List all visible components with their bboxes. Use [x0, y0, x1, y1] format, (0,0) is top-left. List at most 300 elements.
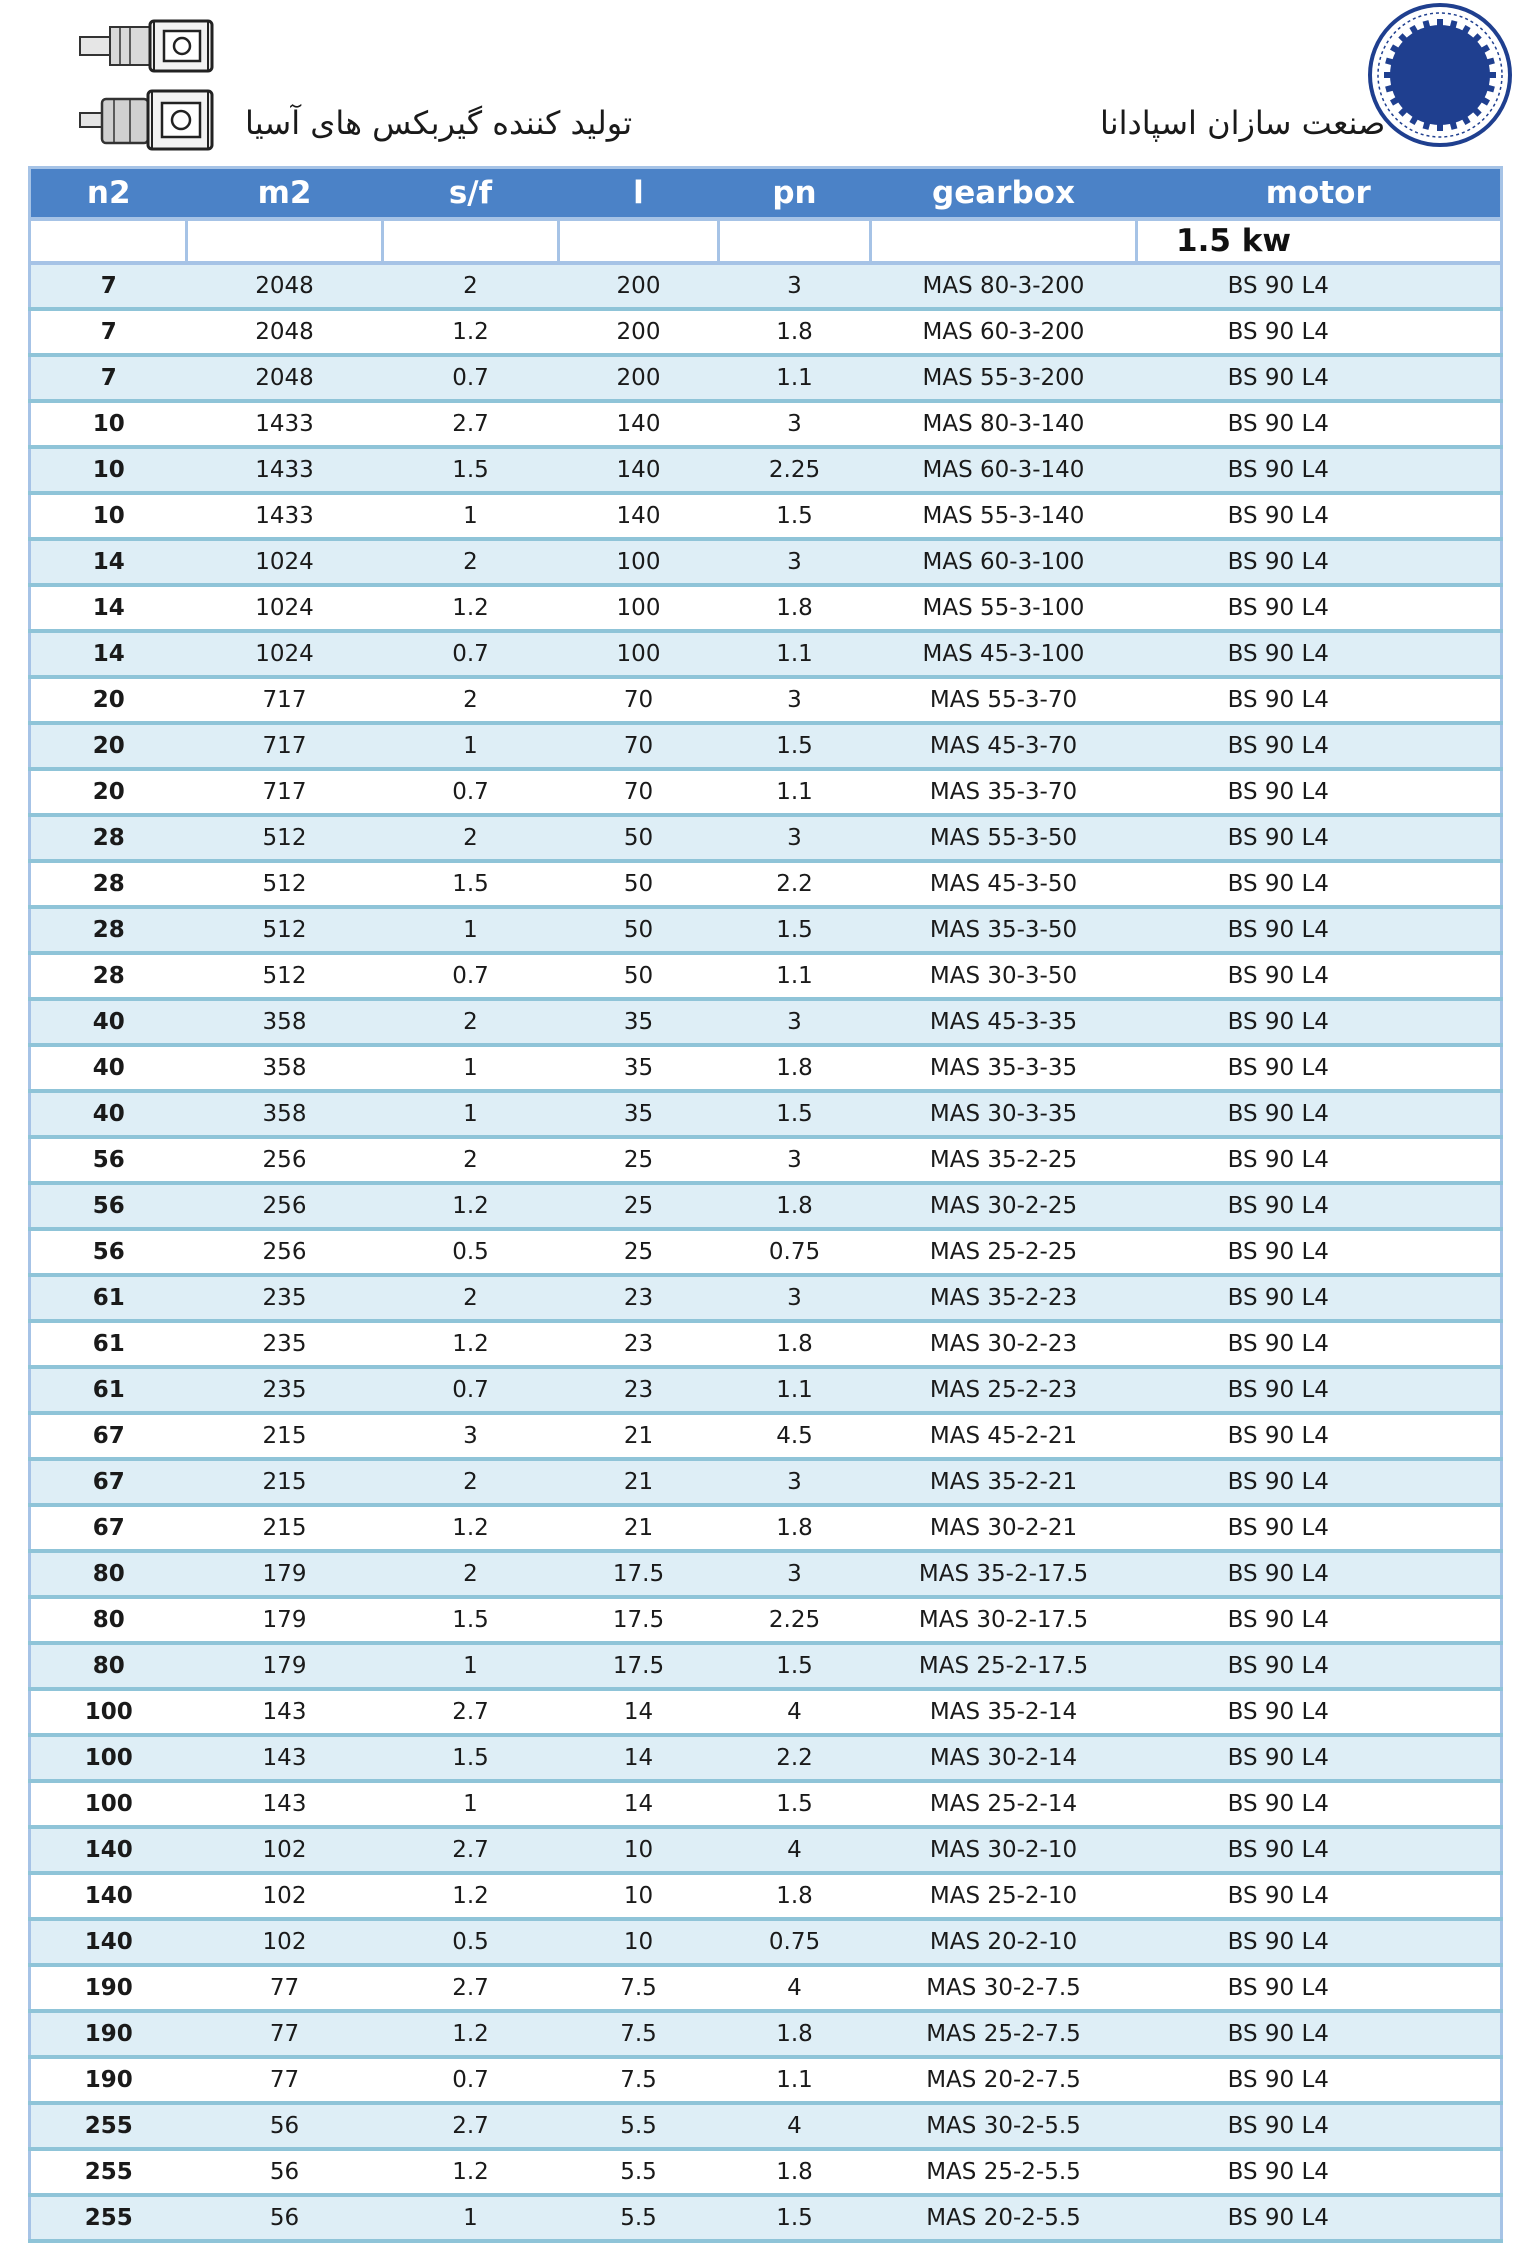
- cell-pn: 1.1: [719, 1367, 871, 1413]
- cell-pn: 1.8: [719, 2011, 871, 2057]
- cell-pn: 1.1: [719, 2057, 871, 2103]
- cell-m2: 512: [187, 861, 383, 907]
- cell-m2: 358: [187, 999, 383, 1045]
- cell-n2: 14: [30, 631, 187, 677]
- cell-n2: 67: [30, 1459, 187, 1505]
- cell-pn: 1.8: [719, 2149, 871, 2195]
- cell-l: 17.5: [559, 1643, 719, 1689]
- cell-m2: 235: [187, 1321, 383, 1367]
- cell-m2: 235: [187, 1275, 383, 1321]
- company-name: صنعت سازان اسپادانا: [1100, 104, 1386, 142]
- table-row: [30, 815, 1502, 861]
- cell-gearbox: MAS 35-3-35: [871, 1045, 1137, 1091]
- cell-gearbox: MAS 25-2-17.5: [871, 1643, 1137, 1689]
- table-row: [30, 2195, 1502, 2241]
- cell-n2: 190: [30, 2011, 187, 2057]
- cell-motor: BS 90 L4: [1137, 263, 1502, 309]
- cell-gearbox: MAS 30-2-7.5: [871, 1965, 1137, 2011]
- cell-motor: BS 90 L4: [1137, 585, 1502, 631]
- cell-l: 23: [559, 1367, 719, 1413]
- cell-gearbox: MAS 25-2-5.5: [871, 2149, 1137, 2195]
- column-header-sf: s/f: [383, 168, 559, 220]
- cell-pn: 1.5: [719, 493, 871, 539]
- cell-sf: 1.2: [383, 585, 559, 631]
- cell-n2: 56: [30, 1183, 187, 1229]
- cell-n2: 61: [30, 1321, 187, 1367]
- cell-n2: 140: [30, 1827, 187, 1873]
- cell-pn: 1.1: [719, 631, 871, 677]
- cell-pn: 4: [719, 1689, 871, 1735]
- cell-motor: BS 90 L4: [1137, 1827, 1502, 1873]
- cell-motor: BS 90 L4: [1137, 1275, 1502, 1321]
- cell-l: 100: [559, 631, 719, 677]
- column-header-m2: m2: [187, 168, 383, 220]
- cell-gearbox: MAS 20-2-5.5: [871, 2195, 1137, 2241]
- cell-gearbox: MAS 25-2-14: [871, 1781, 1137, 1827]
- cell-m2: 143: [187, 1781, 383, 1827]
- cell-pn: 2.2: [719, 861, 871, 907]
- cell-m2: 256: [187, 1137, 383, 1183]
- cell-motor: BS 90 L4: [1137, 677, 1502, 723]
- cell-n2: 61: [30, 1275, 187, 1321]
- cell-pn: 3: [719, 401, 871, 447]
- cell-pn: 2.2: [719, 1735, 871, 1781]
- cell-sf: 0.7: [383, 769, 559, 815]
- cell-n2: 255: [30, 2103, 187, 2149]
- table-row: [30, 2149, 1502, 2195]
- cell-gearbox: MAS 55-3-70: [871, 677, 1137, 723]
- cell-m2: 512: [187, 953, 383, 999]
- cell-motor: BS 90 L4: [1137, 1689, 1502, 1735]
- cell-n2: 40: [30, 1091, 187, 1137]
- table-row: [30, 355, 1502, 401]
- cell-m2: 179: [187, 1551, 383, 1597]
- table-row: [30, 1091, 1502, 1137]
- cell-n2: 20: [30, 769, 187, 815]
- cell-motor: BS 90 L4: [1137, 2103, 1502, 2149]
- cell-pn: 3: [719, 539, 871, 585]
- cell-m2: 215: [187, 1413, 383, 1459]
- cell-n2: 67: [30, 1505, 187, 1551]
- cell-m2: 2048: [187, 355, 383, 401]
- cell-m2: 717: [187, 723, 383, 769]
- table-row: [30, 907, 1502, 953]
- cell-pn: 1.5: [719, 1091, 871, 1137]
- cell-n2: 100: [30, 1689, 187, 1735]
- table-row: [30, 1551, 1502, 1597]
- cell-n2: 190: [30, 2057, 187, 2103]
- cell-n2: 100: [30, 1781, 187, 1827]
- column-header-motor: motor: [1137, 168, 1502, 220]
- cell-l: 14: [559, 1781, 719, 1827]
- cell-l: 25: [559, 1137, 719, 1183]
- cell-m2: 512: [187, 815, 383, 861]
- cell-sf: 0.7: [383, 2057, 559, 2103]
- cell-m2: 1024: [187, 631, 383, 677]
- table-row: [30, 723, 1502, 769]
- product-title: تولید کننده گیربکس های آسیا: [245, 104, 633, 142]
- table-row: [30, 2057, 1502, 2103]
- table-row: [30, 953, 1502, 999]
- cell-gearbox: MAS 35-2-25: [871, 1137, 1137, 1183]
- cell-motor: BS 90 L4: [1137, 861, 1502, 907]
- cell-l: 7.5: [559, 2057, 719, 2103]
- table-row: [30, 1275, 1502, 1321]
- cell-gearbox: MAS 25-2-23: [871, 1367, 1137, 1413]
- table-row: [30, 1735, 1502, 1781]
- cell-sf: 1.2: [383, 1873, 559, 1919]
- cell-l: 50: [559, 815, 719, 861]
- cell-sf: 1.2: [383, 309, 559, 355]
- cell-motor: BS 90 L4: [1137, 1965, 1502, 2011]
- cell-gearbox: MAS 30-2-10: [871, 1827, 1137, 1873]
- cell-motor: BS 90 L4: [1137, 1321, 1502, 1367]
- cell-n2: 14: [30, 539, 187, 585]
- cell-gearbox: MAS 25-2-10: [871, 1873, 1137, 1919]
- cell-sf: 1: [383, 723, 559, 769]
- cell-n2: 61: [30, 1367, 187, 1413]
- cell-l: 50: [559, 907, 719, 953]
- cell-m2: 215: [187, 1505, 383, 1551]
- cell-l: 200: [559, 355, 719, 401]
- cell-m2: 102: [187, 1827, 383, 1873]
- cell-motor: BS 90 L4: [1137, 1505, 1502, 1551]
- table-row: [30, 1367, 1502, 1413]
- cell-gearbox: MAS 45-3-100: [871, 631, 1137, 677]
- cell-motor: BS 90 L4: [1137, 631, 1502, 677]
- cell-gearbox: MAS 60-3-140: [871, 447, 1137, 493]
- cell-m2: 1433: [187, 401, 383, 447]
- cell-n2: 67: [30, 1413, 187, 1459]
- cell-pn: 3: [719, 677, 871, 723]
- table-row: [30, 2103, 1502, 2149]
- cell-n2: 10: [30, 401, 187, 447]
- cell-pn: 1.8: [719, 1873, 871, 1919]
- power-rating: 1.5 kw: [1176, 223, 1291, 259]
- table-row: [30, 493, 1502, 539]
- cell-motor: BS 90 L4: [1137, 1367, 1502, 1413]
- cell-gearbox: MAS 45-3-35: [871, 999, 1137, 1045]
- cell-sf: 1.5: [383, 1735, 559, 1781]
- cell-n2: 28: [30, 815, 187, 861]
- cell-sf: 1.2: [383, 1183, 559, 1229]
- table-row: [30, 1689, 1502, 1735]
- cell-pn: 2.25: [719, 1597, 871, 1643]
- cell-gearbox: MAS 55-3-140: [871, 493, 1137, 539]
- table-row: [30, 1965, 1502, 2011]
- cell-l: 200: [559, 263, 719, 309]
- cell-l: 21: [559, 1505, 719, 1551]
- cell-pn: 1.5: [719, 723, 871, 769]
- cell-pn: 4: [719, 2103, 871, 2149]
- cell-n2: 7: [30, 309, 187, 355]
- cell-l: 5.5: [559, 2149, 719, 2195]
- cell-motor: BS 90 L4: [1137, 493, 1502, 539]
- table-row: [30, 1045, 1502, 1091]
- cell-sf: 1: [383, 1643, 559, 1689]
- cell-m2: 77: [187, 2011, 383, 2057]
- cell-l: 10: [559, 1873, 719, 1919]
- cell-motor: BS 90 L4: [1137, 355, 1502, 401]
- cell-pn: 1.1: [719, 953, 871, 999]
- cell-m2: 56: [187, 2103, 383, 2149]
- cell-motor: BS 90 L4: [1137, 1919, 1502, 1965]
- cell-l: 17.5: [559, 1551, 719, 1597]
- table-row: [30, 1597, 1502, 1643]
- cell-sf: 0.7: [383, 631, 559, 677]
- cell-n2: 255: [30, 2149, 187, 2195]
- cell-sf: 1.2: [383, 2011, 559, 2057]
- cell-m2: 102: [187, 1873, 383, 1919]
- cell-m2: 512: [187, 907, 383, 953]
- cell-gearbox: MAS 60-3-100: [871, 539, 1137, 585]
- cell-sf: 0.7: [383, 953, 559, 999]
- cell-motor: BS 90 L4: [1137, 2057, 1502, 2103]
- cell-pn: 1.5: [719, 2195, 871, 2241]
- gear-motor-icon: [78, 85, 218, 155]
- cell-gearbox: MAS 20-2-7.5: [871, 2057, 1137, 2103]
- cell-l: 70: [559, 723, 719, 769]
- cell-gearbox: MAS 35-2-23: [871, 1275, 1137, 1321]
- cell-gearbox: MAS 35-3-70: [871, 769, 1137, 815]
- cell-motor: BS 90 L4: [1137, 1643, 1502, 1689]
- table-row: [30, 1229, 1502, 1275]
- cell-n2: 10: [30, 447, 187, 493]
- cell-gearbox: MAS 35-3-50: [871, 907, 1137, 953]
- cell-l: 200: [559, 309, 719, 355]
- cell-motor: BS 90 L4: [1137, 401, 1502, 447]
- cell-sf: 0.5: [383, 1229, 559, 1275]
- cell-motor: BS 90 L4: [1137, 2011, 1502, 2057]
- company-logo-icon: [1365, 0, 1515, 150]
- cell-gearbox: MAS 60-3-200: [871, 309, 1137, 355]
- cell-pn: 3: [719, 1551, 871, 1597]
- cell-l: 50: [559, 953, 719, 999]
- table-row: [30, 1643, 1502, 1689]
- column-header-gearbox: gearbox: [871, 168, 1137, 220]
- table-row: [30, 677, 1502, 723]
- cell-motor: BS 90 L4: [1137, 1137, 1502, 1183]
- cell-m2: 358: [187, 1091, 383, 1137]
- cell-n2: 10: [30, 493, 187, 539]
- cell-pn: 3: [719, 263, 871, 309]
- cell-l: 140: [559, 493, 719, 539]
- table-row: [30, 401, 1502, 447]
- cell-l: 17.5: [559, 1597, 719, 1643]
- cell-gearbox: MAS 25-2-25: [871, 1229, 1137, 1275]
- table-row: [30, 309, 1502, 355]
- cell-sf: 1: [383, 1091, 559, 1137]
- cell-m2: 358: [187, 1045, 383, 1091]
- cell-pn: 1.1: [719, 355, 871, 401]
- cell-sf: 2: [383, 1551, 559, 1597]
- cell-motor: BS 90 L4: [1137, 907, 1502, 953]
- cell-pn: 0.75: [719, 1229, 871, 1275]
- cell-motor: BS 90 L4: [1137, 1413, 1502, 1459]
- cell-n2: 28: [30, 953, 187, 999]
- cell-l: 70: [559, 769, 719, 815]
- cell-l: 50: [559, 861, 719, 907]
- cell-l: 35: [559, 999, 719, 1045]
- cell-n2: 14: [30, 585, 187, 631]
- cell-l: 21: [559, 1413, 719, 1459]
- column-header-pn: pn: [719, 168, 871, 220]
- cell-l: 14: [559, 1689, 719, 1735]
- table-row: [30, 1873, 1502, 1919]
- cell-sf: 1.5: [383, 1597, 559, 1643]
- cell-pn: 1.5: [719, 907, 871, 953]
- cell-gearbox: MAS 25-2-7.5: [871, 2011, 1137, 2057]
- cell-l: 14: [559, 1735, 719, 1781]
- cell-l: 5.5: [559, 2195, 719, 2241]
- cell-sf: 1.5: [383, 861, 559, 907]
- cell-m2: 1433: [187, 493, 383, 539]
- cell-l: 70: [559, 677, 719, 723]
- cell-m2: 256: [187, 1183, 383, 1229]
- cell-n2: 140: [30, 1919, 187, 1965]
- cell-motor: BS 90 L4: [1137, 999, 1502, 1045]
- cell-l: 140: [559, 401, 719, 447]
- cell-m2: 143: [187, 1689, 383, 1735]
- cell-pn: 3: [719, 1275, 871, 1321]
- cell-sf: 1: [383, 1045, 559, 1091]
- cell-l: 25: [559, 1229, 719, 1275]
- table-row: [30, 1781, 1502, 1827]
- cell-n2: 140: [30, 1873, 187, 1919]
- cell-motor: BS 90 L4: [1137, 1229, 1502, 1275]
- cell-motor: BS 90 L4: [1137, 447, 1502, 493]
- cell-gearbox: MAS 35-2-21: [871, 1459, 1137, 1505]
- cell-pn: 2.25: [719, 447, 871, 493]
- cell-gearbox: MAS 35-2-14: [871, 1689, 1137, 1735]
- cell-n2: 40: [30, 1045, 187, 1091]
- cell-gearbox: MAS 35-2-17.5: [871, 1551, 1137, 1597]
- cell-sf: 2: [383, 677, 559, 723]
- cell-gearbox: MAS 45-2-21: [871, 1413, 1137, 1459]
- cell-n2: 255: [30, 2195, 187, 2241]
- cell-motor: BS 90 L4: [1137, 539, 1502, 585]
- cell-sf: 0.5: [383, 1919, 559, 1965]
- cell-gearbox: MAS 30-2-25: [871, 1183, 1137, 1229]
- cell-motor: BS 90 L4: [1137, 953, 1502, 999]
- cell-pn: 4: [719, 1965, 871, 2011]
- cell-pn: 3: [719, 1459, 871, 1505]
- cell-m2: 179: [187, 1643, 383, 1689]
- cell-gearbox: MAS 30-3-50: [871, 953, 1137, 999]
- cell-pn: 4: [719, 1827, 871, 1873]
- cell-pn: 1.5: [719, 1781, 871, 1827]
- cell-m2: 1024: [187, 585, 383, 631]
- cell-n2: 20: [30, 677, 187, 723]
- power-rating-row: [30, 219, 1502, 263]
- cell-sf: 2: [383, 263, 559, 309]
- cell-m2: 1024: [187, 539, 383, 585]
- cell-n2: 56: [30, 1137, 187, 1183]
- cell-motor: BS 90 L4: [1137, 2149, 1502, 2195]
- cell-sf: 2.7: [383, 1689, 559, 1735]
- cell-pn: 3: [719, 999, 871, 1045]
- cell-gearbox: MAS 55-3-50: [871, 815, 1137, 861]
- cell-sf: 1: [383, 2195, 559, 2241]
- cell-motor: BS 90 L4: [1137, 1183, 1502, 1229]
- cell-motor: BS 90 L4: [1137, 1873, 1502, 1919]
- cell-m2: 717: [187, 677, 383, 723]
- cell-l: 100: [559, 539, 719, 585]
- cell-l: 140: [559, 447, 719, 493]
- cell-l: 25: [559, 1183, 719, 1229]
- cell-pn: 1.8: [719, 1321, 871, 1367]
- table-row: [30, 539, 1502, 585]
- cell-sf: 2.7: [383, 1827, 559, 1873]
- cell-l: 7.5: [559, 2011, 719, 2057]
- table-row: [30, 769, 1502, 815]
- cell-motor: BS 90 L4: [1137, 2195, 1502, 2241]
- cell-m2: 143: [187, 1735, 383, 1781]
- cell-motor: BS 90 L4: [1137, 769, 1502, 815]
- cell-n2: 28: [30, 907, 187, 953]
- table-row: [30, 1183, 1502, 1229]
- cell-pn: 1.5: [719, 1643, 871, 1689]
- cell-pn: 3: [719, 1137, 871, 1183]
- cell-l: 23: [559, 1275, 719, 1321]
- cell-motor: BS 90 L4: [1137, 309, 1502, 355]
- cell-motor: BS 90 L4: [1137, 1597, 1502, 1643]
- cell-n2: 56: [30, 1229, 187, 1275]
- cell-m2: 102: [187, 1919, 383, 1965]
- cell-m2: 56: [187, 2195, 383, 2241]
- cell-m2: 2048: [187, 309, 383, 355]
- cell-gearbox: MAS 30-2-23: [871, 1321, 1137, 1367]
- cell-n2: 28: [30, 861, 187, 907]
- cell-pn: 1.8: [719, 1045, 871, 1091]
- cell-gearbox: MAS 30-2-14: [871, 1735, 1137, 1781]
- cell-m2: 179: [187, 1597, 383, 1643]
- cell-sf: 2: [383, 1137, 559, 1183]
- cell-motor: BS 90 L4: [1137, 1735, 1502, 1781]
- cell-sf: 3: [383, 1413, 559, 1459]
- cell-gearbox: MAS 20-2-10: [871, 1919, 1137, 1965]
- cell-m2: 56: [187, 2149, 383, 2195]
- table-row: [30, 1919, 1502, 1965]
- cell-l: 35: [559, 1091, 719, 1137]
- table-row: [30, 1459, 1502, 1505]
- column-header-l: l: [559, 168, 719, 220]
- cell-motor: BS 90 L4: [1137, 1045, 1502, 1091]
- cell-sf: 0.7: [383, 1367, 559, 1413]
- cell-pn: 1.8: [719, 309, 871, 355]
- table-row: [30, 631, 1502, 677]
- cell-gearbox: MAS 80-3-140: [871, 401, 1137, 447]
- table-row: [30, 447, 1502, 493]
- cell-n2: 80: [30, 1551, 187, 1597]
- cell-m2: 77: [187, 2057, 383, 2103]
- cell-m2: 215: [187, 1459, 383, 1505]
- table-row: [30, 999, 1502, 1045]
- cell-m2: 77: [187, 1965, 383, 2011]
- cell-n2: 100: [30, 1735, 187, 1781]
- cell-l: 23: [559, 1321, 719, 1367]
- cell-l: 35: [559, 1045, 719, 1091]
- table-row: [30, 861, 1502, 907]
- cell-n2: 190: [30, 1965, 187, 2011]
- cell-pn: 1.1: [719, 769, 871, 815]
- cell-motor: BS 90 L4: [1137, 1091, 1502, 1137]
- cell-gearbox: MAS 80-3-200: [871, 263, 1137, 309]
- cell-gearbox: MAS 30-2-5.5: [871, 2103, 1137, 2149]
- cell-n2: 20: [30, 723, 187, 769]
- cell-n2: 80: [30, 1597, 187, 1643]
- cell-m2: 2048: [187, 263, 383, 309]
